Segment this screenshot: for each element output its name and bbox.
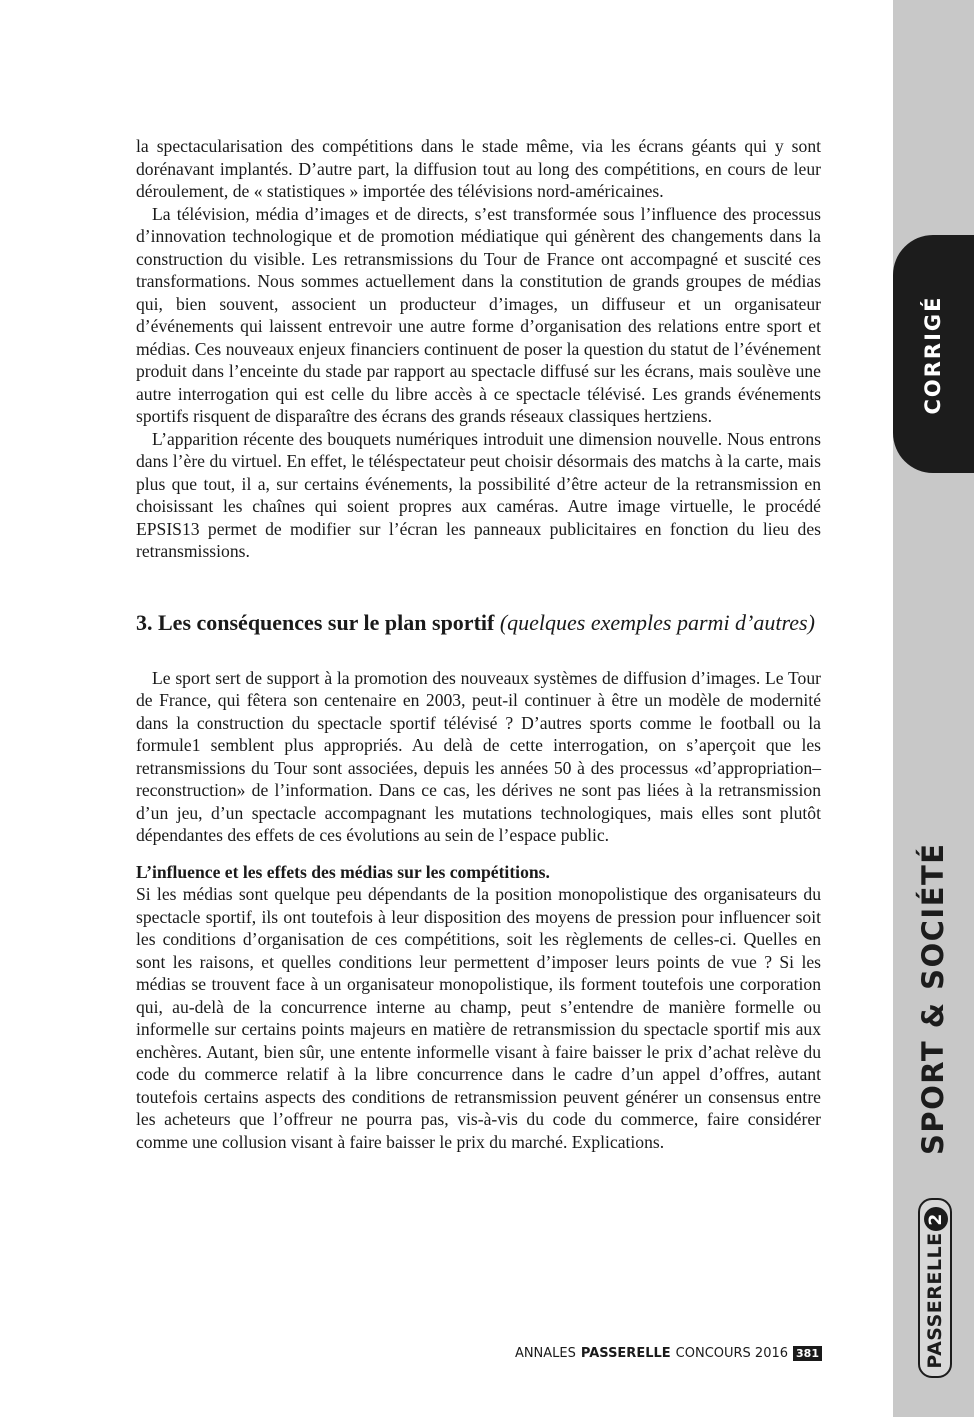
paragraph: La télévision, média d’images et de directs, s’est transformée sous l’influence des processus d’innovation technologique et de promotion médiatique qui génèrent des changements dans la construction du visible. Les retransmissions du Tour de France ont accompagné et suscité ces transformations. Nous sommes actuellement dans la constitution de grands groupes de médias qui, bien souvent, associent un producteur d’images, un diffuseur et un organisateur d’événements qui laissent entrevoir une autre forme d’organisation des relations entre sport et médias. Ces nouveaux enjeux financiers continuent de poser la question du statut de l’événement produit dans l’enceinte du stade par rapport au spectacle diffusé sur les écrans, mais soulève une autre interrogation qui est celle du libre accès à ce spectacle télévisé. Les grands événements sportifs risquent de disparaître des écrans des grands réseaux classiques hertziens.: [136, 203, 821, 426]
section-label: SPORT & SOCIÉTÉ: [916, 842, 950, 1155]
logo-text: [918, 1198, 952, 1378]
article-body: [136, 135, 821, 1153]
footer-brand: PASSERELLE: [580, 1346, 671, 1361]
logo-number: 2: [924, 1207, 948, 1231]
corrige-label: CORRIGÉ: [921, 295, 945, 415]
section-title-main: 3. Les conséquences sur le plan sportif: [136, 609, 495, 635]
section-title-subtitle: (quelques exemples parmi d’autres): [499, 609, 815, 635]
paragraph: L’apparition récente des bouquets numériques introduit une dimension nouvelle. Nous entrons dans l’ère du virtuel. En effet, le téléspectateur peut choisir désormais des matchs à la carte, mais plus que tout, il a, sur certains événements, la possibilité d’être acteur de la retransmission en choisissant les chaînes qui soient propres aux caméras. Autre image virtuelle, le procédé EPSIS13 permet de modifier sur l’écran les panneaux publicitaires en fonction du lieu des retransmissions.: [136, 428, 821, 561]
paragraph: Le sport sert de support à la promotion des nouveaux systèmes de diffusion d’images. Le Tour de France, qui fêtera son centenaire en 2003, peut-il continuer à être un modèle de modernité dans la construction du spectacle sportif télévisé ? D’autres sports comme le football ou la formule1 semblent plus appropriés. Au delà de cette interrogation, on s’aperçoit que les retransmissions du Tour sont associées, depuis les années 50 à des processus «d’appropriation–reconstruction» de l’information. Dans ce cas, les dérives ne sont pas liées à la retransmission d’un jeu, d’un spectacle accompagnant les mutations technologiques, mais elles sont plutôt dépendantes des effets de ces évolutions au sein de l’espace public.: [136, 667, 821, 845]
paragraph: Si les médias sont quelque peu dépendants de la position monopolistique des organisateurs du spectacle sportif, ils ont toutefois à leur disposition des moyens de pression pour influencer soit les conditions d’organisation de ces compétitions, soit les règlements de celles-ci. Quelles en sont les raisons, et quelles conditions leur permettent d’imposer leurs points de vue ? Si les médias se trouvent face à un organisateur monopolistique, ils forment toutefois une corporation qui, au-delà de la concurrence interne au champ, peut s’entendre de manière formelle ou informelle sur certains points majeurs en matière de retransmission du spectacle sportif mis aux enchères. Autant, bien sûr, une entente informelle visant à faire baisser le prix d’achat relève du code du commerce relatif à la libre concurrence dans le cadre d’un appel d’offres, autant toutefois certains aspects des conditions de retransmission peuvent générer un consensus entre les acheteurs que l’offreur ne pourra pas, vis-à-vis du code du commerce, faire considérer comme une collusion visant à faire baisser le prix du marché. Explications.: [136, 884, 821, 1152]
paragraph: la spectacularisation des compétitions dans le stade même, via les écrans géants qui y sont dorénavant implantés. D’autre part, la diffusion tout au long des compétitions, en cours de leur déroulement, de « statistiques » importée des télévisions nord-américaines.: [136, 136, 821, 201]
page-footer: [515, 1346, 822, 1361]
passerelle-logo: [918, 1198, 952, 1378]
footer-suffix: CONCOURS 2016: [675, 1346, 789, 1361]
section-title: [136, 609, 821, 637]
logo-word: PASSERELLE: [924, 1232, 946, 1369]
footer-prefix: ANNALES: [514, 1346, 576, 1361]
page-number: 381: [793, 1346, 822, 1361]
subheading: L’influence et les effets des médias sur les compétitions.: [136, 861, 550, 882]
